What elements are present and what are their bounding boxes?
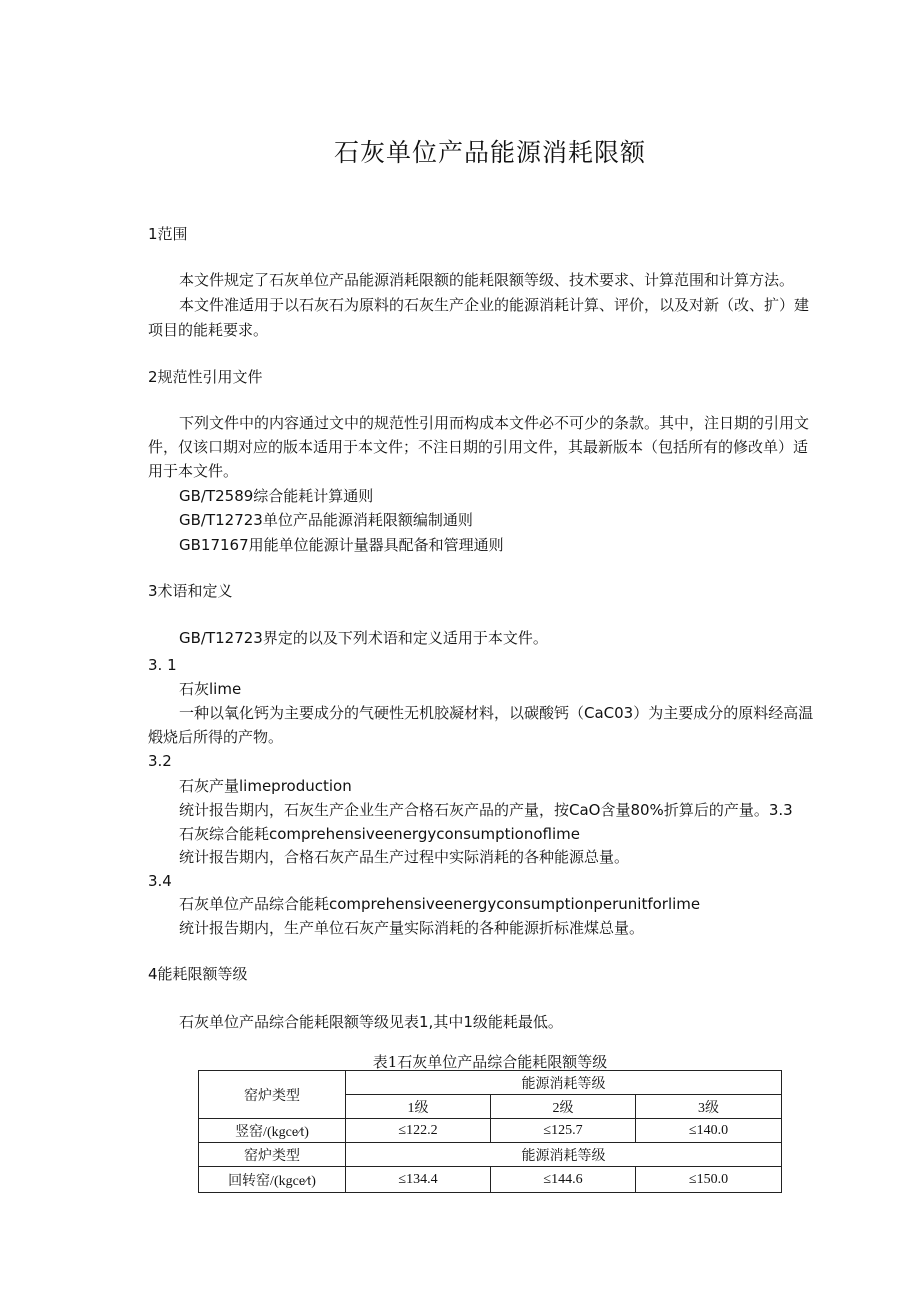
table-header-kiln-type: 窑炉类型 bbox=[199, 1143, 346, 1167]
term-3-3-definition: 统计报告期内，合格石灰产品生产过程中实际消耗的各种能源总量。 bbox=[179, 848, 630, 866]
table-header-kiln-type: 窑炉类型 bbox=[199, 1071, 346, 1119]
term-3-2-number: 3.2 bbox=[148, 752, 172, 770]
table-header-grade-1: 1级 bbox=[346, 1095, 491, 1119]
table-header-grade-3: 3级 bbox=[636, 1095, 782, 1119]
section-1-heading: 1范围 bbox=[148, 225, 188, 243]
reference-item: GB/T2589综合能耗计算通则 bbox=[179, 487, 374, 505]
table-header-grade-2: 2级 bbox=[491, 1095, 636, 1119]
table-row bbox=[199, 1119, 782, 1143]
table-cell: ≤122.2 bbox=[346, 1119, 491, 1143]
term-3-1-definition-line-2: 煅烧后所得的产物。 bbox=[148, 728, 284, 746]
table-caption: 表1石灰单位产品综合能耗限额等级 bbox=[372, 1053, 608, 1071]
table-row bbox=[199, 1143, 782, 1167]
section-1-paragraph-2-line-2: 项目的能耗要求。 bbox=[148, 321, 269, 339]
term-3-1-name: 石灰lime bbox=[179, 680, 242, 698]
section-2-paragraph-line-3: 用于本文件。 bbox=[148, 462, 239, 480]
term-3-2-definition: 统计报告期内，石灰生产企业生产合格石灰产品的产量，按CaO含量80%折算后的产量。3.3 bbox=[179, 801, 793, 819]
reference-item: GB17167用能单位能源计量器具配备和管理通则 bbox=[179, 536, 504, 554]
section-4-paragraph: 石灰单位产品综合能耗限额等级见表1,其中1级能耗最低。 bbox=[179, 1013, 563, 1031]
table-row bbox=[199, 1071, 782, 1095]
section-3-intro: GB/T12723界定的以及下列术语和定义适用于本文件。 bbox=[179, 629, 548, 647]
section-1-paragraph-1: 本文件规定了石灰单位产品能源消耗限额的能耗限额等级、技术要求、计算范围和计算方法。 bbox=[179, 271, 795, 289]
energy-limit-table bbox=[198, 1070, 782, 1193]
reference-item: GB/T12723单位产品能源消耗限额编制通则 bbox=[179, 511, 473, 529]
table-cell: ≤150.0 bbox=[636, 1167, 782, 1193]
term-3-3-name: 石灰综合能耗comprehensiveenergyconsumptionoflime bbox=[179, 825, 580, 843]
term-3-4-definition: 统计报告期内，生产单位石灰产量实际消耗的各种能源折标准煤总量。 bbox=[179, 919, 645, 937]
term-3-2-name: 石灰产量limeproduction bbox=[179, 777, 352, 795]
table-cell: ≤140.0 bbox=[636, 1119, 782, 1143]
table-cell: ≤144.6 bbox=[491, 1167, 636, 1193]
term-3-1-number: 3. 1 bbox=[148, 656, 177, 674]
table-cell: ≤134.4 bbox=[346, 1167, 491, 1193]
table-row bbox=[199, 1167, 782, 1193]
term-3-4-number: 3.4 bbox=[148, 872, 172, 890]
table-cell: ≤125.7 bbox=[491, 1119, 636, 1143]
table-cell-row-label: 回转窑/(kgce⁄t) bbox=[199, 1167, 346, 1193]
term-3-1-definition-line-1: 一种以氧化钙为主要成分的气硬性无机胶凝材料，以碳酸钙（CaC03）为主要成分的原料经高温 bbox=[179, 704, 814, 722]
section-4-heading: 4能耗限额等级 bbox=[148, 965, 248, 983]
section-2-paragraph-line-2: 件，仅该口期对应的版本适用于本文件；不注日期的引用文件，其最新版本（包括所有的修改单）适 bbox=[148, 438, 809, 456]
section-2-paragraph-line-1: 下列文件中的内容通过文中的规范性引用而构成本文件必不可少的条款。其中，注日期的引用文 bbox=[179, 414, 810, 432]
term-3-4-name: 石灰单位产品综合能耗comprehensiveenergyconsumptionperunitforlime bbox=[179, 895, 701, 913]
page-title: 石灰单位产品能源消耗限额 bbox=[333, 138, 646, 167]
table-header-energy-grade: 能源消耗等级 bbox=[346, 1071, 782, 1095]
table-cell-row-label: 竖窑/(kgce⁄t) bbox=[199, 1119, 346, 1143]
section-1-paragraph-2-line-1: 本文件准适用于以石灰石为原料的石灰生产企业的能源消耗计算、评价，以及对新（改、扩）建 bbox=[179, 296, 810, 314]
table-header-energy-grade: 能源消耗等级 bbox=[346, 1143, 782, 1167]
section-3-heading: 3术语和定义 bbox=[148, 582, 233, 600]
section-2-heading: 2规范性引用文件 bbox=[148, 368, 263, 386]
